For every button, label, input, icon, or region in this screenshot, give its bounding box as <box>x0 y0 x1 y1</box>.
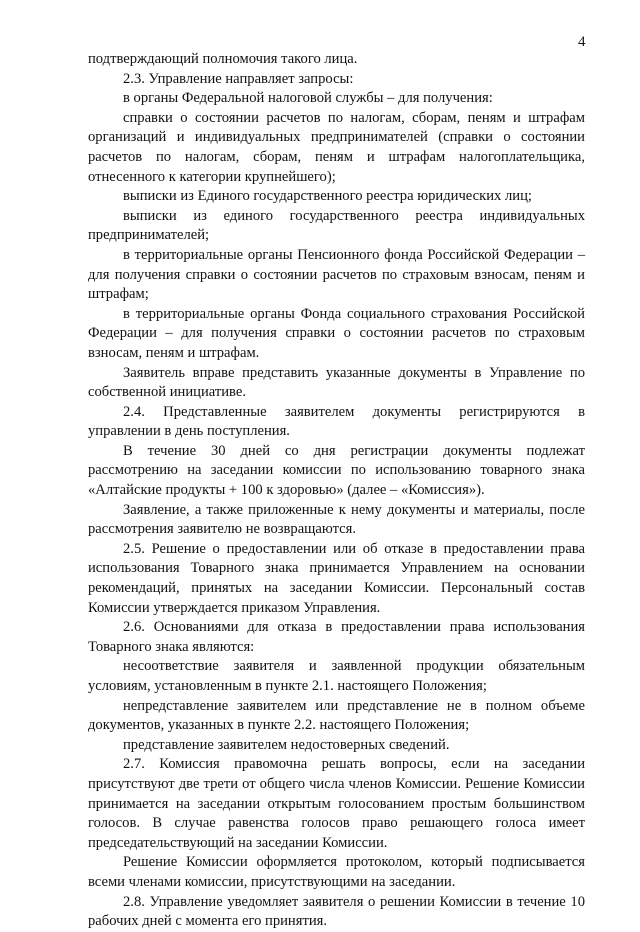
page-number: 4 <box>578 34 586 50</box>
document-body <box>88 50 585 932</box>
paragraph: Решение Комиссии оформляется протоколом, который подписывается всеми членами комиссии, присутствующими на заседании. <box>88 854 585 890</box>
paragraph: 2.3. Управление направляет запросы: <box>123 70 354 87</box>
paragraph: 2.4. Представленные заявителем документы регистрируются в управлении в день поступления. <box>88 403 585 440</box>
paragraph: 2.7. Комиссия правомочна решать вопросы, если на заседании присутствуют две трети от общего числа членов Комиссии. Решение Комиссии принимается на заседании открытым голосованием простым большинством голосов. В случае равенства голосов право решающего голоса имеет председательствующий на заседании Комиссии. <box>88 756 585 851</box>
paragraph: выписки из Единого государственного реестра юридических лиц; <box>123 188 532 205</box>
paragraph: справки о состоянии расчетов по налогам, сборам, пеням и штрафам организаций и индивидуальных предпринимателей (справки о состоянии расчетов по налогам, сборам, пеням и штрафам налогоплательщика, отнесенного к категории крупнейшего); <box>88 109 585 185</box>
paragraph: в территориальные органы Пенсионного фонда Российской Федерации – для получения справки о состоянии расчетов по страховым взносам, пеням и штрафам; <box>88 246 585 303</box>
paragraph: выписки из единого государственного реестра индивидуальных предпринимателей; <box>88 207 585 244</box>
paragraph: В течение 30 дней со дня регистрации документы подлежат рассмотрению на заседании комиссии по использованию товарного знака «Алтайские продукты + 100 к здоровью» (далее – «Комиссия»). <box>88 442 585 499</box>
paragraph: 2.8. Управление уведомляет заявителя о решении Комиссии в течение 10 рабочих дней с момента его принятия. <box>88 893 585 930</box>
paragraph: представление заявителем недостоверных сведений. <box>123 736 450 753</box>
paragraph: несоответствие заявителя и заявленной продукции обязательным условиям, установленным в пункте 2.1. настоящего Положения; <box>88 658 585 694</box>
paragraph: Заявитель вправе представить указанные документы в Управление по собственной инициативе. <box>88 364 585 401</box>
paragraph: в органы Федеральной налоговой службы – для получения: <box>123 90 493 107</box>
paragraph: непредставление заявителем или представление не в полном объеме документов, указанных в пункте 2.2. настоящего Положения; <box>88 697 585 734</box>
paragraph: 2.5. Решение о предоставлении или об отказе в предоставлении права использования Товарного знака принимается Управлением на основании рекомендаций, принятых на заседании Комиссии. Персональный состав Комиссии утверждается приказом Управления. <box>88 540 585 616</box>
paragraph: в территориальные органы Фонда социального страхования Российской Федерации – для получения справки о состоянии расчетов по страховым взносам, пеням и штрафам. <box>88 305 585 361</box>
paragraph: подтверждающий полномочия такого лица. <box>88 51 358 67</box>
paragraph: Заявление, а также приложенные к нему документы и материалы, после рассмотрения заявителю не возвращаются. <box>88 501 585 538</box>
paragraph: 2.6. Основаниями для отказа в предоставлении права использования Товарного знака являются: <box>88 619 585 655</box>
